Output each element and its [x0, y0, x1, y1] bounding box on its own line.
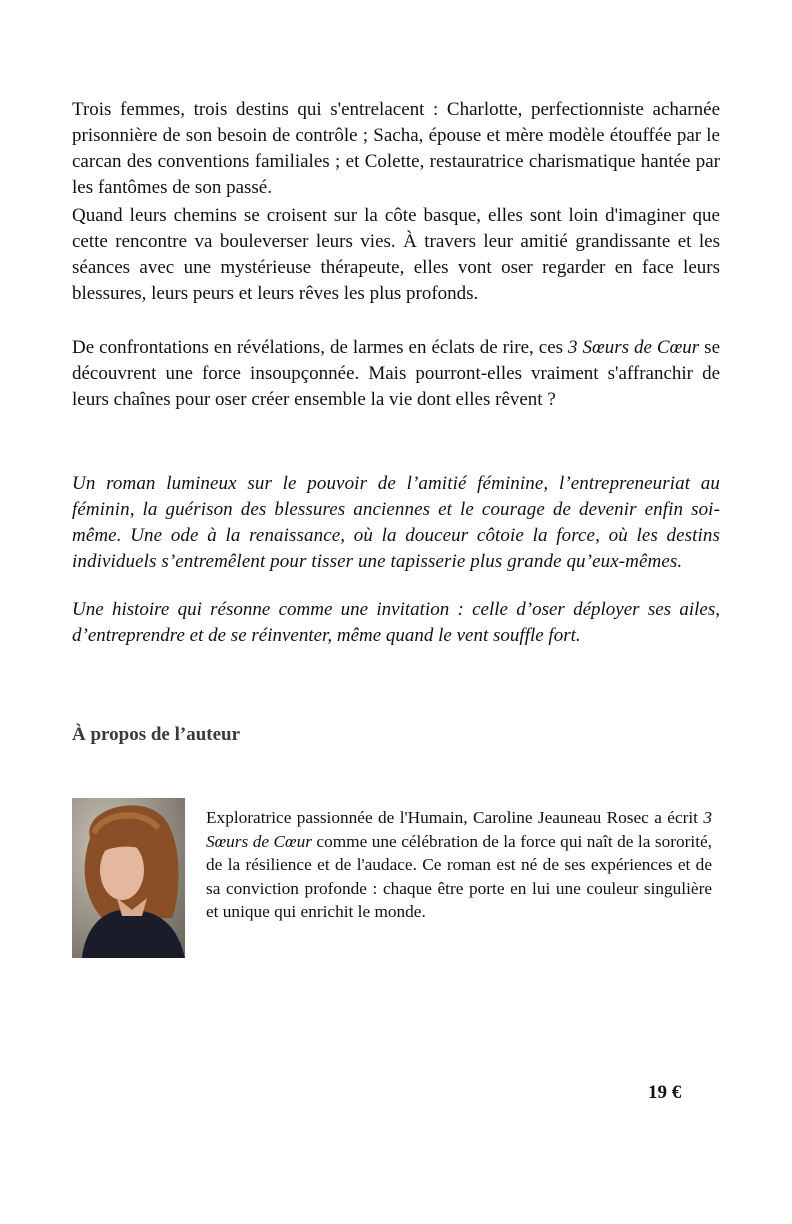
bio-text: Exploratrice passionnée de l'Humain, Caroline Jeauneau Rosec a écrit	[206, 808, 704, 827]
author-section-heading: À propos de l’auteur	[72, 724, 241, 745]
author-portrait-icon	[72, 798, 185, 958]
author-bio	[206, 806, 712, 924]
synopsis-text: se découvrent une force insoupçonnée. Mais pourront-elles vraiment s'affranchir de leurs chaînes pour oser créer ensemble la vie dont elles rêvent ?	[72, 337, 720, 410]
bio-text: comme une célébration de la force qui naît de la sororité, de la résilience et de l'audace. Ce roman est né de ses expériences et de sa conviction profonde : chaque être porte en lui une couleur singulière et unique qui enrichit le monde.	[206, 831, 712, 921]
book-title: 3 Sœurs de Cœur	[206, 808, 712, 851]
tagline-paragraph-2: Une histoire qui résonne comme une invitation : celle d’oser déployer ses ailes, d’entreprendre et de se réinventer, même quand le vent souffle fort.	[72, 599, 720, 646]
book-title: 3 Sœurs de Cœur	[568, 337, 700, 358]
synopsis-paragraph-3	[72, 335, 720, 413]
tagline-paragraph-1: Un roman lumineux sur le pouvoir de l’amitié féminine, l’entrepreneuriat au féminin, la guérison des blessures anciennes et le courage de devenir enfin soi-même. Une ode à la renaissance, où la douceur côtoie la force, où les destins individuels s’entremêlent pour tisser une tapisserie plus grande qu’eux-mêmes.	[72, 473, 720, 572]
synopsis-text: De confrontations en révélations, de larmes en éclats de rire, ces	[72, 337, 569, 358]
price-label: 19 €	[648, 1082, 682, 1103]
synopsis-paragraph-2: Quand leurs chemins se croisent sur la côte basque, elles sont loin d'imaginer que cette rencontre va bouleverser leurs vies. À travers leur amitié grandissante et les séances avec une mystérieuse thérapeute, elles vont oser regarder en face leurs blessures, leurs peurs et leurs rêves les plus profonds.	[72, 205, 720, 304]
author-photo	[72, 798, 185, 958]
synopsis-paragraph-1: Trois femmes, trois destins qui s'entrelacent : Charlotte, perfectionniste acharnée prisonnière de son besoin de contrôle ; Sacha, épouse et mère modèle étouffée par le carcan des conventions familiales ; et Colette, restauratrice charismatique hantée par les fantômes de son passé.	[72, 99, 720, 198]
